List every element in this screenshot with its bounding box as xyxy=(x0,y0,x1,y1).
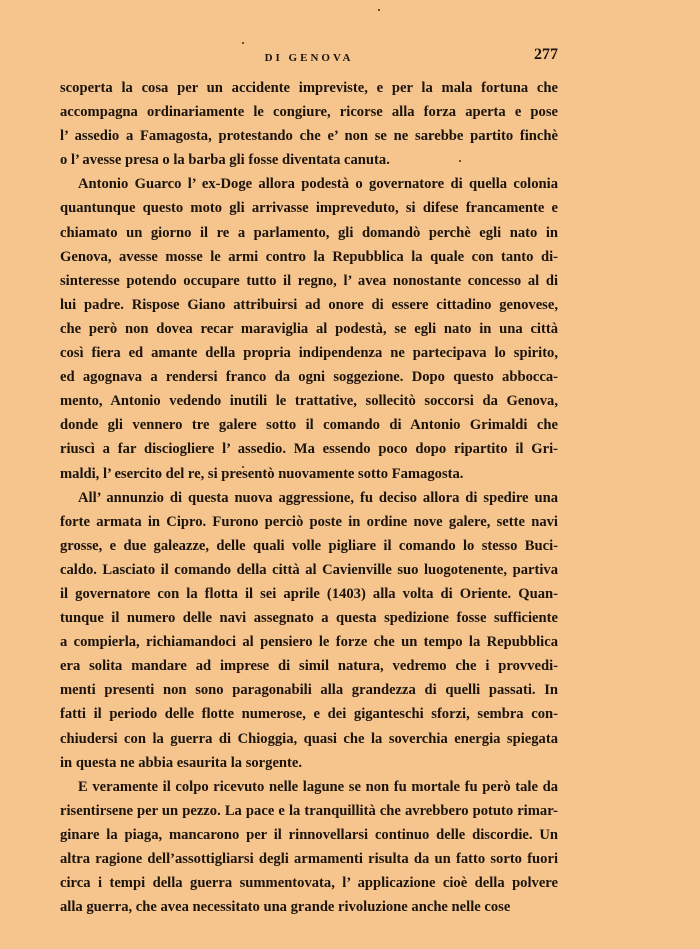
text-line: menti presenti non sono paragonabili alla grandezza di quelli passati. In xyxy=(60,682,558,699)
text-line: fatti il periodo delle flotte numerose, e dei giganteschi sforzi, sembra con- xyxy=(60,706,558,723)
paragraph xyxy=(60,172,558,485)
text-line: maldi, l’ esercito del re, si presentò nuovamente sotto Famagosta. xyxy=(60,465,464,482)
text-line: tunque il numero delle navi assegnato a questa spedizione fosse sufficiente xyxy=(60,610,558,627)
text-line: l’ assedio a Famagosta, protestando che e’ non se ne sarebbe partito finchè xyxy=(60,128,558,145)
paragraph xyxy=(60,76,558,172)
text-line: caldo. Lasciato il comando della città al Cavienville suo luogotenente, partiva xyxy=(60,561,558,578)
text-line: alla guerra, che avea necessitato una grande rivoluzione anche nelle cose xyxy=(60,899,511,916)
text-line: che però non dovea recar maraviglia al podestà, se egli nato in una città xyxy=(60,320,558,337)
text-line: circa i tempi della guerra summentovata, l’ applicazione cioè della polvere xyxy=(60,875,558,892)
ink-speck xyxy=(378,9,380,11)
text-line: accompagna ordinariamente le congiure, ricorse alla forza aperta e pose xyxy=(60,104,558,121)
text-line: mento, Antonio vedendo inutili le trattative, sollecitò soccorsi da Genova, xyxy=(60,393,558,410)
text-line: chiudersi con la guerra di Chioggia, quasi che la soverchia energia spiegata xyxy=(60,730,558,747)
paragraph xyxy=(60,486,558,775)
text-line: ginare la piaga, mancarono per il rinnovellarsi continuo delle discordie. Un xyxy=(60,826,558,843)
text-line: forte armata in Cipro. Furono perciò poste in ordine nove galere, sette navi xyxy=(60,513,558,530)
text-line: in questa ne abbia esaurita la sorgente. xyxy=(60,754,303,771)
page-number: 277 xyxy=(534,46,558,63)
text-line: Genova, avesse mosse le armi contro la Repubblica la quale con tanto di- xyxy=(60,248,558,265)
text-line: o l’ avesse presa o la barba gli fosse diventata canuta. xyxy=(60,152,390,169)
text-line: ed agognava a rendersi franco da ogni soggezione. Dopo questo abbocca- xyxy=(60,369,558,386)
text-line: altra ragione dell’assottigliarsi degli armamenti risulta da un fatto sorto fuori xyxy=(60,851,558,867)
text-line: lui padre. Rispose Giano attribuirsi ad onore di essere cittadino genovese, xyxy=(60,296,558,313)
text-line: scoperta la cosa per un accidente impreviste, e per la mala fortuna che xyxy=(60,80,558,96)
text-line: così fiera ed amante della propria indipendenza ne partecipava lo spirito, xyxy=(60,345,558,362)
text-line: E veramente il colpo ricevuto nelle lagune se non fu mortale fu però tale da xyxy=(78,778,558,795)
body-text xyxy=(60,76,558,919)
text-line: quantunque questo moto gli arrivasse impreveduto, si difese francamente e xyxy=(60,200,558,217)
text-line: a compierla, richiamandoci al pensiero le forze che un tempo la Repubblica xyxy=(60,634,558,651)
paragraph xyxy=(60,775,558,920)
book-page xyxy=(60,46,558,919)
text-line: Antonio Guarco l’ ex-Doge allora podestà o governatore di quella colonia xyxy=(78,176,558,193)
ink-speck xyxy=(242,42,244,44)
text-line: sinteresse potendo occupare tutto il regno, l’ avea nonostante concesso al di xyxy=(60,272,558,289)
text-line: riuscì a far disciogliere l’ assedio. Ma essendo poco dopo ripartito il Gri- xyxy=(60,441,558,458)
running-head: DI GENOVA xyxy=(264,52,354,64)
text-line: donde gli vennero tre galere sotto il comando di Antonio Grimaldi che xyxy=(60,417,558,434)
text-line: risentirsene per un pezzo. La pace e la tranquillità che avrebbero potuto rimar- xyxy=(60,802,558,819)
text-line: chiamato un giorno il re a parlamento, gli domandò perchè egli nato in xyxy=(60,224,558,241)
text-line: grosse, e due galeazze, delle quali volle pigliare il comando lo stesso Buci- xyxy=(60,537,558,554)
text-line: era solita mandare ad imprese di simil natura, vedremo che i provvedi- xyxy=(60,658,558,675)
text-line: il governatore con la flotta il sei aprile (1403) alla volta di Oriente. Quan- xyxy=(60,585,558,602)
text-line: All’ annunzio di questa nuova aggressione, fu deciso allora di spedire una xyxy=(78,489,558,506)
page-header xyxy=(60,46,558,68)
